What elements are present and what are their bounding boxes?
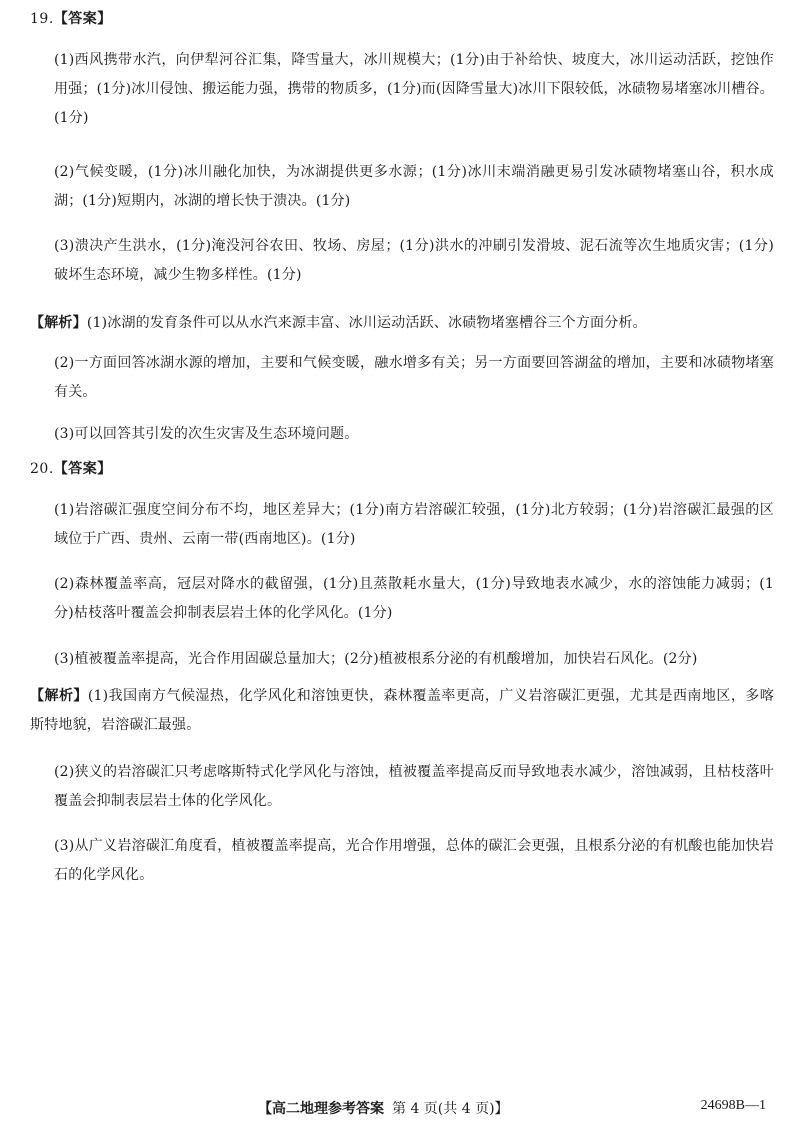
q20-answer-2: (2)森林覆盖率高，冠层对降水的截留强，(1分)且蒸散耗水量大，(1分)导致地表水减少，水的溶蚀能力减弱；(1分)枯枝落叶覆盖会抑制表层岩土体的化学风化。(1分) — [54, 576, 774, 621]
q19-heading — [30, 8, 112, 28]
q19-answer-2: (2)气候变暖，(1分)冰川融化加快，为冰湖提供更多水源；(1分)冰川末端消融更易引发冰碛物堵塞山谷，积水成湖；(1分)短期内，冰湖的增长快于溃决。(1分) — [54, 164, 774, 209]
footer-code: 24698B—1 — [700, 1098, 766, 1113]
q19-answer-tag: 【答案】 — [53, 11, 112, 27]
footer-title — [258, 1098, 509, 1118]
q20-answer-tag: 【答案】 — [53, 461, 112, 477]
q19-analysis-3: (3)可以回答其引发的次生灾害及生态环境问题。 — [54, 426, 359, 442]
q19-answer-1: (1)西风携带水汽，向伊犁河谷汇集，降雪量大，冰川规模大；(1分)由于补给快、坡度大，冰川运动活跃，挖蚀作用强；(1分)冰川侵蚀、搬运能力强，携带的物质多，(1分)而(因降雪量大)冰川下限较低，冰碛物易堵塞冰川槽谷。(1分) — [54, 52, 774, 126]
q19-answer-3: (3)溃决产生洪水，(1分)淹没河谷农田、牧场、房屋；(1分)洪水的冲刷引发滑坡、泥石流等次生地质灾害；(1分)破坏生态环境，减少生物多样性。(1分) — [54, 238, 774, 283]
footer-title-text: 【高二地理参考答案 — [258, 1101, 384, 1117]
q20-analysis-3: (3)从广义岩溶碳汇角度看，植被覆盖率提高，光合作用增强，总体的碳汇会更强，且根系分泌的有机酸也能加快岩石的化学风化。 — [54, 838, 774, 883]
q20-answer-3: (3)植被覆盖率提高，光合作用固碳总量加大；(2分)植被根系分泌的有机酸增加，加快岩石风化。(2分) — [54, 651, 698, 667]
q19-analysis-tag: 【解析】 — [30, 315, 87, 331]
q19-analysis-2: (2)一方面回答冰湖水源的增加，主要和气候变暖，融水增多有关；另一方面要回答湖盆的增加，主要和冰碛物堵塞有关。 — [54, 355, 774, 400]
q20-analysis-1 — [30, 682, 774, 740]
q20-analysis-2: (2)狭义的岩溶碳汇只考虑喀斯特式化学风化与溶蚀，植被覆盖率提高反而导致地表水减少，溶蚀减弱，且枯枝落叶覆盖会抑制表层岩土体的化学风化。 — [54, 764, 774, 809]
q20-analysis-1-text: (1)我国南方气候湿热，化学风化和溶蚀更快，森林覆盖率更高，广义岩溶碳汇更强，尤其是西南地区，多喀斯特地貌，岩溶碳汇最强。 — [30, 688, 774, 733]
q20-number: 20. — [30, 461, 54, 477]
footer-page-number: 第 4 页(共 4 页)】 — [392, 1101, 509, 1117]
q19-number: 19. — [30, 11, 54, 27]
q20-heading — [30, 458, 112, 478]
q20-answer-1: (1)岩溶碳汇强度空间分布不均，地区差异大；(1分)南方岩溶碳汇较强，(1分)北方较弱；(1分)岩溶碳汇最强的区域位于广西、贵州、云南一带(西南地区)。(1分) — [54, 502, 774, 547]
q19-analysis-1 — [30, 309, 774, 338]
q19-analysis-1-text: (1)冰湖的发育条件可以从水汽来源丰富、冰川运动活跃、冰碛物堵塞槽谷三个方面分析。 — [86, 315, 647, 331]
q20-analysis-tag: 【解析】 — [30, 688, 88, 704]
